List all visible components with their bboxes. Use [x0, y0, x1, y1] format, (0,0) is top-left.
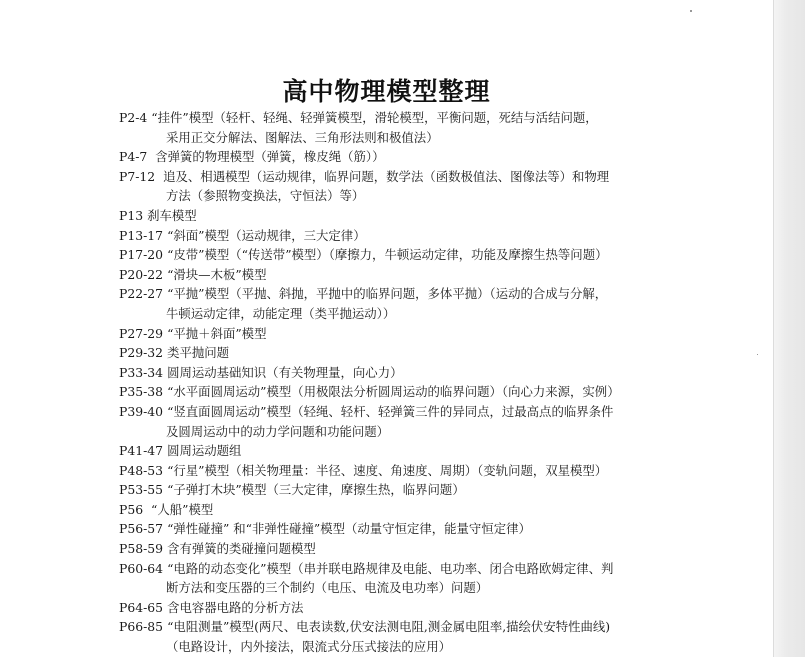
entry-text: “挂件”模型（轻杆、轻绳、轻弹簧模型，滑轮模型，平衡问题，死结与活结问题， [151, 110, 598, 125]
entry-text: 追及、相遇模型（运动规律，临界问题，数学法（函数极值法、图像法等）和物理 [159, 168, 610, 184]
toc-entry [119, 402, 659, 441]
page-range: P17-20 [119, 247, 164, 263]
page-range: P48-53 [119, 462, 164, 478]
page-range: P20-22 [119, 266, 164, 282]
page-range: P4-7 [119, 149, 148, 165]
entry-continuation: （电路设计，内外接法，限流式分压式接法的应用） [166, 639, 451, 655]
page-range: P39-40 [119, 403, 164, 419]
page-edge-shadow [773, 0, 805, 657]
entry-text: “电路的动态变化”模型（串并联电路规律及电能、电功率、闭合电路欧姆定律、判 [167, 560, 614, 576]
toc-entry [119, 363, 659, 383]
page-range: P13 [119, 207, 144, 223]
entry-continuation: 断方法和变压器的三个制约（电压、电流及电功率）问题） [166, 580, 489, 596]
page-range: P33-34 [119, 364, 164, 380]
toc-entry [119, 598, 659, 618]
page-range: P27-29 [119, 325, 164, 341]
entry-text: 含电容器电路的分析方法 [167, 599, 304, 615]
entry-text: “平抛”模型（平抛、斜抛，平抛中的临界问题，多体平抛）（运动的合成与分解， [167, 286, 608, 302]
page-range: P56 [119, 501, 144, 517]
entry-text: “子弹打木块”模型（三大定律，摩擦生热，临界问题） [167, 482, 465, 498]
entry-text: “人船”模型 [147, 501, 214, 517]
toc-entry [119, 265, 659, 285]
entry-continuation: 及圆周运动中的动力学问题和功能问题） [166, 423, 390, 439]
entry-text: 圆周运动题组 [167, 443, 242, 459]
page-range: P2-4 [119, 110, 148, 125]
page-title: 高中物理模型整理 [282, 77, 491, 106]
toc-entry [119, 500, 659, 520]
toc-entry [119, 284, 659, 323]
entry-continuation: 采用正交分解法、图解法、三角形法则和极值法） [166, 129, 439, 145]
page-range: P66-85 [119, 619, 164, 635]
entry-continuation: 牛顿运动定律，动能定理（类平抛运动）） [166, 305, 396, 321]
page-range: P64-65 [119, 599, 164, 615]
toc-entry [119, 167, 659, 206]
entry-text: 含有弹簧的类碰撞问题模型 [167, 541, 316, 557]
entry-text: “行星”模型（相关物理量：半径、速度、角速度、周期）（变轨问题，双星模型） [167, 462, 608, 478]
entry-text: “竖直面圆周运动”模型（轻绳、轻杆、轻弹簧三件的异同点，过最高点的临界条件 [167, 403, 614, 419]
toc-entry [119, 617, 659, 656]
page-range: P22-27 [119, 286, 164, 302]
page-range: P58-59 [119, 541, 164, 557]
entry-text: “水平面圆周运动”模型（用极限法分析圆周运动的临界问题）（向心力来源，实例） [167, 384, 620, 400]
entry-text: 类平抛问题 [167, 345, 230, 361]
entry-text: 含弹簧的物理模型（弹簧，橡皮绳（筋）） [151, 149, 385, 165]
page-range: P35-38 [119, 384, 164, 400]
page-range: P41-47 [119, 443, 164, 459]
entry-text: 圆周运动基础知识（有关物理量，向心力） [167, 364, 403, 380]
page-range: P29-32 [119, 345, 164, 361]
entry-text: 刹车模型 [147, 207, 197, 223]
entry-text: “平抛＋斜面”模型 [167, 325, 267, 341]
entry-continuation: 方法（参照物变换法，守恒法）等） [166, 188, 365, 204]
page-range: P53-55 [119, 482, 164, 498]
scan-speck [757, 354, 758, 355]
page-range: P56-57 [119, 521, 164, 537]
entry-text: “斜面”模型（运动规律，三大定律） [167, 227, 366, 243]
toc-entry [119, 461, 659, 481]
toc-entry [119, 382, 659, 402]
toc-entry [119, 519, 659, 539]
entry-text: “滑块—木板”模型 [167, 266, 267, 282]
entry-text: “皮带”模型（“传送带”模型）（摩擦力，牛顿运动定律，功能及摩擦生热等问题） [167, 247, 608, 263]
table-of-contents [119, 108, 659, 657]
toc-entry [119, 245, 659, 265]
toc-entry [119, 206, 659, 226]
toc-entry [119, 480, 659, 500]
toc-entry [119, 108, 659, 147]
entry-text: “弹性碰撞” 和“非弹性碰撞”模型（动量守恒定律，能量守恒定律） [167, 521, 531, 537]
page-range: P60-64 [119, 560, 164, 576]
scan-speck [690, 10, 692, 12]
toc-entry [119, 559, 659, 598]
toc-entry [119, 226, 659, 246]
toc-entry [119, 441, 659, 461]
toc-entry [119, 324, 659, 344]
toc-entry [119, 539, 659, 559]
page-range: P7-12 [119, 168, 156, 184]
toc-entry [119, 147, 659, 167]
entry-text: “电阻测量”模型(两尺、电表读数,伏安法测电阻,测金属电阻率,描绘伏安特性曲线) [167, 619, 611, 635]
page-range: P13-17 [119, 227, 164, 243]
toc-entry [119, 343, 659, 363]
